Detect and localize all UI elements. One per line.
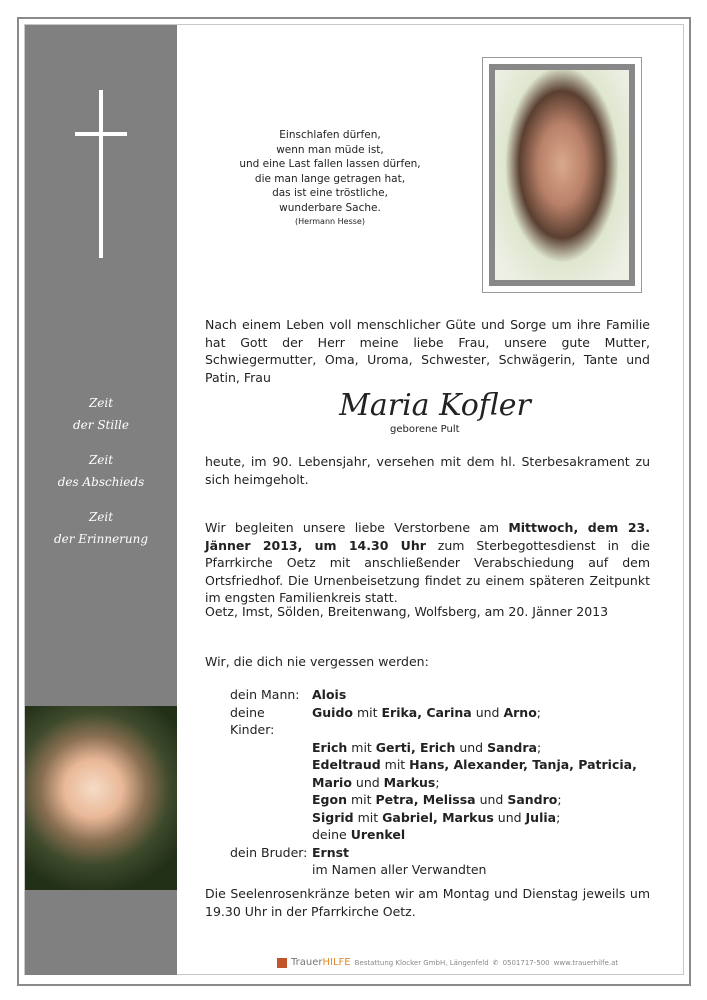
family-names <box>312 791 562 809</box>
phone: 0501717-500 <box>502 958 550 967</box>
family-row <box>230 756 637 774</box>
connector-text: mit <box>347 739 376 755</box>
family-name: Sigrid <box>312 809 354 825</box>
connector-text: im Namen aller Verwandten <box>312 862 487 877</box>
family-row <box>230 791 637 809</box>
brand <box>291 957 351 968</box>
relation-label <box>230 774 312 792</box>
funeral-text <box>205 519 650 607</box>
family-name: Urenkel <box>350 827 406 842</box>
sidebar-quote <box>25 392 177 436</box>
relation-label <box>230 739 312 757</box>
sidebar-quote-line: Zeit <box>88 396 114 410</box>
family-name: Markus <box>383 774 436 790</box>
family-row <box>230 861 637 879</box>
funeral-date: Mittwoch, dem 23. Jänner 2013, um 14.30 Uhr <box>205 520 651 553</box>
family-name: Hans, Alexander, Tanja, Patricia, <box>409 757 637 772</box>
connector-text: mit <box>380 757 410 772</box>
family-names <box>312 739 541 757</box>
sidebar-quote-line: der Erinnerung <box>53 532 149 546</box>
family-names <box>312 686 346 704</box>
family-name: Guido <box>312 704 353 720</box>
relation-label: dein Bruder: <box>230 844 308 860</box>
place-date: Oetz, Imst, Sölden, Breitenwang, Wolfsberg, am 20. Jänner 2013 <box>205 604 609 619</box>
relation-label <box>230 861 312 879</box>
family-name: Ernst <box>312 844 350 860</box>
connector-text: mit <box>353 809 383 825</box>
family-name: Erich <box>312 739 348 755</box>
connector-text: und <box>475 792 508 807</box>
sidebar-quote-line: Zeit <box>88 453 114 467</box>
connector-text: deine <box>312 827 351 842</box>
connector-text: und <box>455 739 488 755</box>
poem <box>200 128 460 230</box>
poem-line: und eine Last fallen lassen dürfen, <box>239 158 421 170</box>
family-name: Gabriel, Markus <box>382 809 494 825</box>
phone-icon: ✆ <box>492 958 499 967</box>
family-row <box>230 686 637 704</box>
funeral-post: zum Sterbegottesdienst in die Pfarrkirche Oetz mit anschließender Verabschiedung auf dem Ortsfriedhof. Die Urnenbeisetzung findet zu einem späteren Zeitpunkt im engsten Familienkreis statt. <box>205 537 650 605</box>
family-name: Egon <box>312 792 347 807</box>
brand-part1: Trauer <box>291 957 323 968</box>
funeral-pre: Wir begleiten unsere liebe Verstorbene am <box>205 520 509 535</box>
family-row <box>230 739 637 757</box>
connector-text: und <box>493 809 526 825</box>
rose-image <box>25 706 177 890</box>
sidebar-quote <box>25 506 177 550</box>
relation-label <box>230 809 312 827</box>
family-name: Alois <box>312 687 347 702</box>
sidebar-quote-line: Zeit <box>88 510 114 524</box>
relation-label <box>230 756 312 774</box>
rosary-text: Die Seelenrosenkränze beten wir am Montag und Dienstag jeweils um 19.30 Uhr in der Pfarrkirche Oetz. <box>205 886 650 919</box>
family-row <box>230 774 637 792</box>
family-name: Mario <box>312 774 352 790</box>
family-row <box>230 809 637 827</box>
family-names <box>312 826 405 844</box>
brand-part2: HILFE <box>322 957 351 968</box>
trauerhilfe-logo-icon <box>277 958 287 968</box>
intro-text: Nach einem Leben voll menschlicher Güte und Sorge um ihre Familie hat Gott der Herr meine liebe Frau, unsere gute Mutter, Schwiegermutter, Oma, Uroma, Schwester, Schwägerin, Tante und Patin, Frau <box>205 317 650 385</box>
connector-text: ; <box>556 809 561 825</box>
sidebar-quote-line: des Abschieds <box>57 475 145 489</box>
connector-text: ; <box>536 739 542 755</box>
connector-text: ; <box>536 704 541 720</box>
poem-author: (Hermann Hesse) <box>295 217 365 226</box>
family-name: Sandra <box>487 739 537 755</box>
family-name: Julia <box>525 809 557 825</box>
family-name: Erika, Carina <box>381 704 472 720</box>
family-names <box>312 774 440 792</box>
website-link[interactable]: www.trauerhilfe.at <box>553 958 619 967</box>
family-names <box>312 861 486 879</box>
family-row <box>230 704 637 739</box>
connector-text: ; <box>435 774 440 790</box>
family-name: Edeltraud <box>312 757 381 772</box>
family-name: Gerti, Erich <box>375 739 456 755</box>
relation-label: deine Kinder: <box>230 704 275 737</box>
sidebar-quote <box>25 449 177 493</box>
relation-label <box>230 791 312 809</box>
cross-icon <box>99 90 103 258</box>
birth-name: geborene Pult <box>390 424 460 435</box>
relation-label: dein Mann: <box>230 687 300 702</box>
portrait-photo <box>482 57 642 293</box>
connector-text: ; <box>557 792 562 807</box>
poem-line: die man lange getragen hat, <box>254 172 406 185</box>
relation-label <box>230 826 312 844</box>
family-name: Arno <box>503 704 537 720</box>
poem-line: wenn man müde ist, <box>276 143 384 156</box>
poem-line: das ist eine tröstliche, <box>272 187 388 199</box>
family-names <box>312 756 637 774</box>
connector-text: und <box>351 774 384 790</box>
family-name: Sandro <box>507 792 558 807</box>
company: Bestattung Klocker GmbH, Längenfeld <box>354 958 489 967</box>
family-name: Petra, Melissa <box>375 792 476 807</box>
connector-text: mit <box>352 704 382 720</box>
family-names <box>312 809 560 827</box>
poem-line: Einschlafen dürfen, <box>279 129 381 141</box>
family-row <box>230 826 637 844</box>
deceased-name: Maria Kofler <box>339 388 531 423</box>
mourners-intro: Wir, die dich nie vergessen werden: <box>205 654 429 669</box>
connector-text: mit <box>346 792 376 807</box>
poem-line: wunderbare Sache. <box>279 201 381 214</box>
cross-icon-bar <box>75 132 127 136</box>
footer <box>277 957 618 968</box>
sidebar-quote-line: der Stille <box>73 418 129 432</box>
family-list <box>230 686 637 879</box>
family-names <box>312 844 349 862</box>
family-row <box>230 844 637 862</box>
death-text: heute, im 90. Lebensjahr, versehen mit dem hl. Sterbesakrament zu sich heimgeholt. <box>205 454 650 487</box>
family-names <box>312 704 541 739</box>
connector-text: und <box>471 704 504 720</box>
